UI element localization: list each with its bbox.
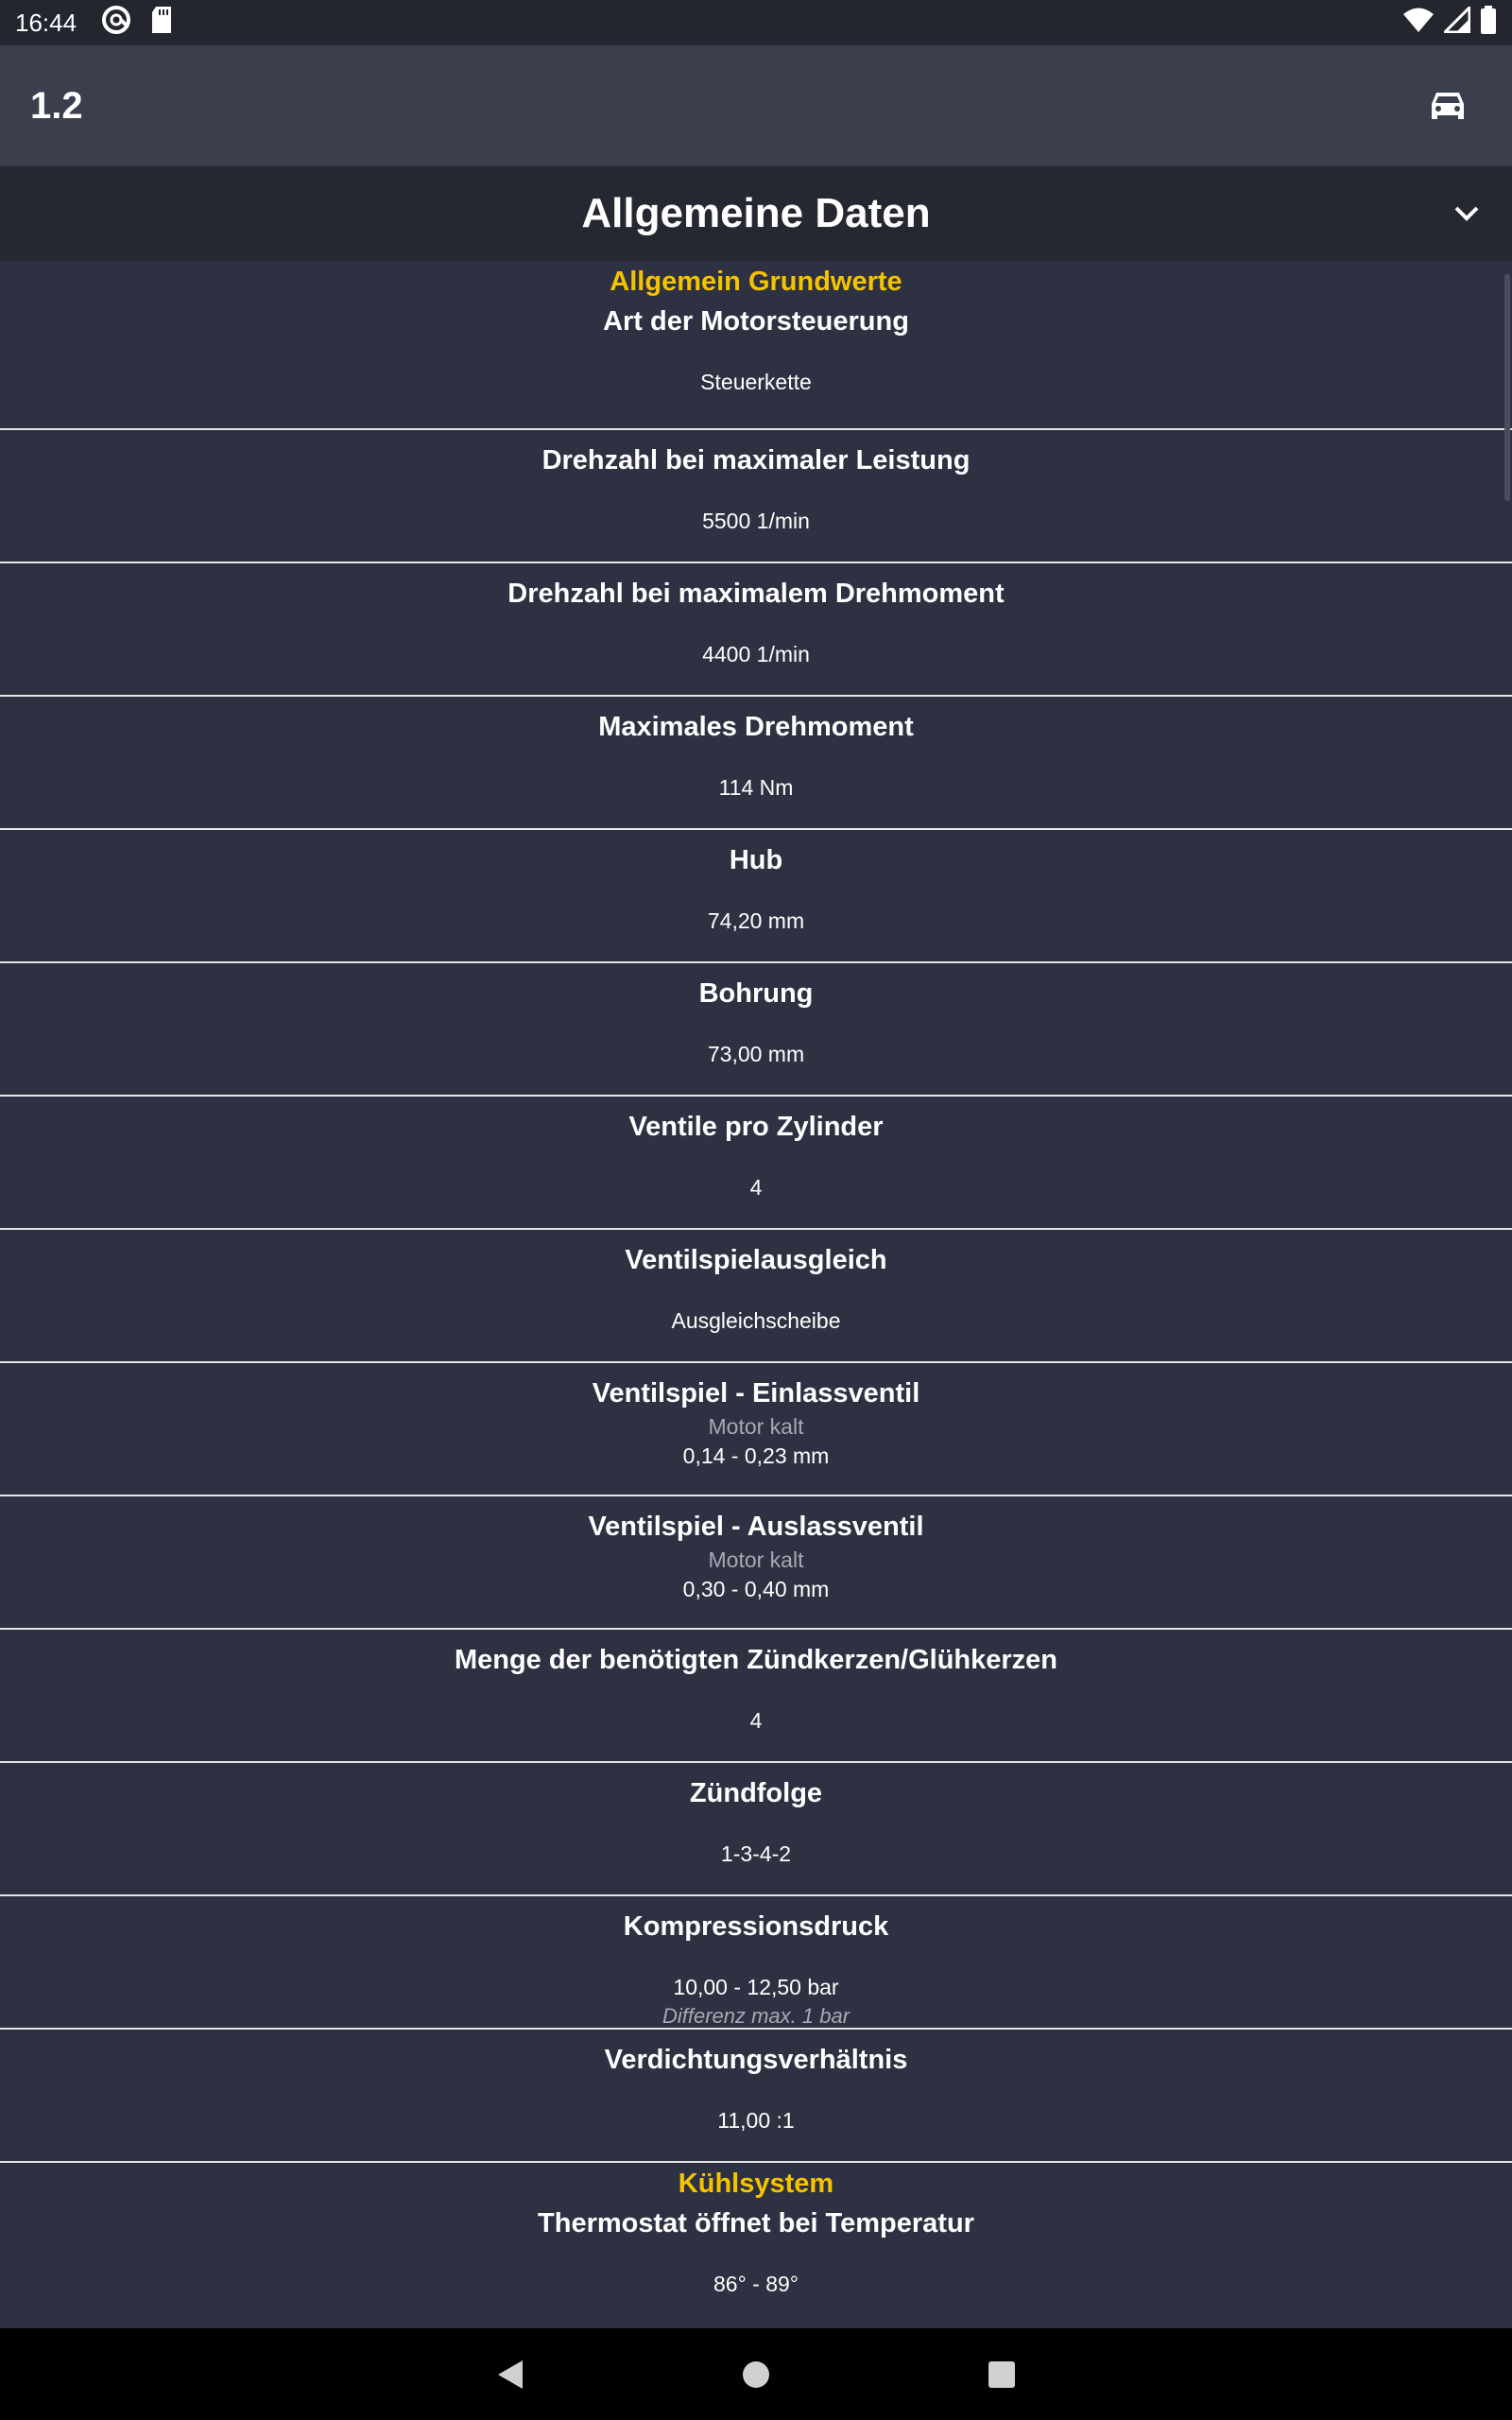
- item-condition: Motor kalt: [708, 1547, 804, 1572]
- item-label: Verdichtungsverhältnis: [604, 2045, 908, 2075]
- item-value: 86° - 89°: [713, 2272, 799, 2296]
- list-item: [0, 1230, 1512, 1363]
- item-value: Ausgleichscheibe: [671, 1308, 841, 1333]
- item-value: 4: [749, 1175, 763, 1200]
- app-bar: [0, 45, 1512, 166]
- list-item: [0, 963, 1512, 1097]
- item-value: 5500 1/min: [702, 509, 810, 533]
- list-item: [0, 830, 1512, 963]
- car-icon: [1429, 89, 1467, 123]
- item-value: 4: [749, 1708, 763, 1733]
- list-item: [0, 261, 1512, 430]
- group-title: Allgemein Grundwerte: [610, 267, 902, 297]
- item-value: Steuerkette: [700, 370, 812, 394]
- group-title: Kühlsystem: [678, 2169, 834, 2199]
- item-value: 10,00 - 12,50 bar: [673, 1975, 839, 1999]
- scrollbar[interactable]: [1504, 274, 1510, 501]
- collapse-button[interactable]: [1440, 187, 1493, 240]
- item-value: 114 Nm: [718, 775, 794, 800]
- item-label: Drehzahl bei maximalem Drehmoment: [507, 579, 1005, 609]
- list-item: [0, 1630, 1512, 1763]
- list-item: [0, 1097, 1512, 1230]
- item-value: 73,00 mm: [707, 1042, 805, 1066]
- status-time: 16:44: [15, 8, 77, 37]
- list-item: [0, 1496, 1512, 1630]
- list-item: [0, 2030, 1512, 2163]
- car-button[interactable]: [1414, 72, 1482, 140]
- item-label: Zündfolge: [689, 1778, 823, 1808]
- battery-icon: [1480, 6, 1497, 41]
- navigation-bar: [0, 2328, 1512, 2420]
- at-sign-icon: [101, 5, 131, 42]
- item-label: Hub: [729, 845, 783, 875]
- item-label: Maximales Drehmoment: [598, 712, 914, 742]
- item-label: Ventilspiel - Einlassventil: [592, 1378, 920, 1409]
- item-label: Drehzahl bei maximaler Leistung: [541, 445, 971, 475]
- item-label: Ventilspiel - Auslassventil: [588, 1512, 924, 1542]
- item-label: Kompressionsdruck: [623, 1911, 889, 1942]
- section-title: Allgemeine Daten: [581, 190, 931, 236]
- list-item: [0, 430, 1512, 563]
- item-value: 11,00 :1: [717, 2108, 795, 2133]
- app-title: 1.2: [30, 84, 83, 127]
- list-item: [0, 1363, 1512, 1496]
- item-label: Ventilspielausgleich: [625, 1245, 887, 1275]
- item-note: Differenz max. 1 bar: [662, 2004, 850, 2028]
- section-header[interactable]: [0, 166, 1512, 261]
- wifi-icon: [1402, 7, 1435, 40]
- item-value: 4400 1/min: [702, 642, 810, 666]
- item-value: 0,30 - 0,40 mm: [682, 1577, 830, 1601]
- item-label: Art der Motorsteuerung: [603, 306, 909, 337]
- item-condition: Motor kalt: [708, 1414, 804, 1439]
- list-item: [0, 1763, 1512, 1896]
- item-value: 74,20 mm: [707, 908, 805, 933]
- item-label: Menge der benötigten Zündkerzen/Glühkerzen: [454, 1645, 1058, 1675]
- home-icon: [741, 2360, 771, 2390]
- data-list[interactable]: [0, 261, 1512, 2328]
- list-item: [0, 2163, 1512, 2328]
- recents-icon: [988, 2360, 1016, 2389]
- item-label: Ventile pro Zylinder: [628, 1112, 884, 1142]
- item-value: 1-3-4-2: [720, 1841, 792, 1866]
- status-bar: [0, 0, 1512, 45]
- recents-button[interactable]: [973, 2346, 1030, 2403]
- signal-icon: [1444, 7, 1470, 40]
- item-label: Bohrung: [698, 978, 814, 1009]
- item-label: Thermostat öffnet bei Temperatur: [538, 2208, 974, 2238]
- list-item: [0, 1896, 1512, 2030]
- list-item: [0, 697, 1512, 830]
- sd-card-icon: [150, 7, 173, 40]
- back-icon: [496, 2359, 524, 2391]
- chevron-down-icon: [1453, 205, 1480, 222]
- back-button[interactable]: [482, 2346, 539, 2403]
- item-value: 0,14 - 0,23 mm: [682, 1443, 830, 1468]
- list-item: [0, 563, 1512, 697]
- home-button[interactable]: [728, 2346, 784, 2403]
